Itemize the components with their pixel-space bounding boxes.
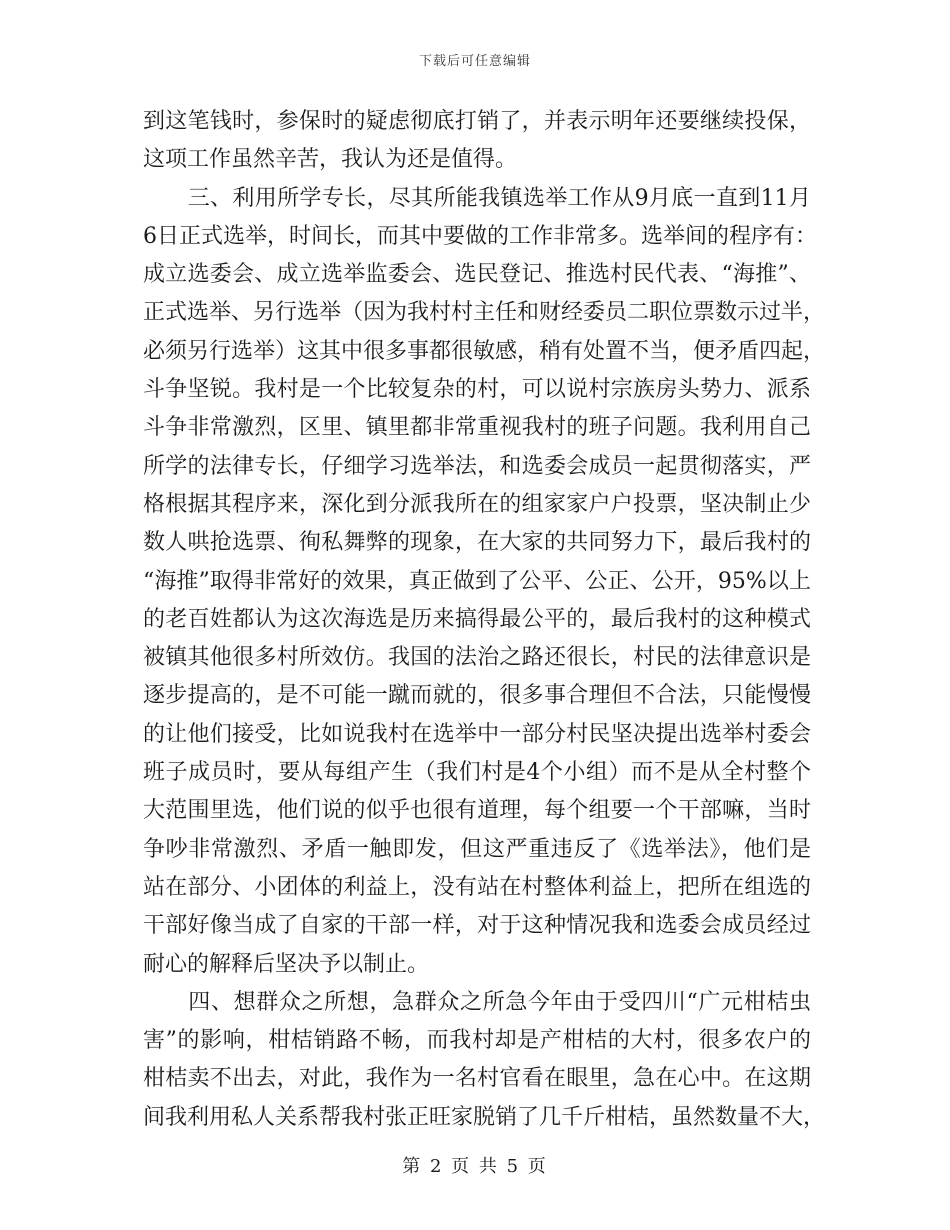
text-line: 斗争非常激烈，区里、镇里都非常重视我村的班子问题。我利用自己: [143, 415, 811, 441]
text-line: 逐步提高的，是不可能一蹴而就的，很多事合理但不合法，只能慢慢: [143, 683, 811, 709]
text-line: 斗争坚锐。我村是一个比较复杂的村，可以说村宗族房头势力、派系: [143, 377, 811, 403]
text-line: 柑桔卖不出去，对此，我作为一名村官看在眼里，急在心中。在这期: [143, 1066, 811, 1092]
text-line: 四、想群众之所想，急群众之所急今年由于受四川“广元柑桔虫: [143, 989, 811, 1015]
text-line: 站在部分、小团体的利益上，没有站在村整体利益上，把所在组选的: [143, 874, 811, 900]
text-line: 班子成员时，要从每组产生（我们村是4个小组）而不是从全村整个: [143, 760, 811, 786]
text-line: 的让他们接受，比如说我村在选举中一部分村民坚决提出选举村委会: [143, 721, 811, 747]
text-line: 成立选委会、成立选举监委会、选民登记、推选村民代表、“海推”、: [143, 262, 811, 288]
paragraph-1: [143, 103, 811, 180]
text-line: 干部好像当成了自家的干部一样，对于这种情况我和选委会成员经过: [143, 913, 811, 939]
body-text: [143, 103, 826, 1137]
text-line: 必须另行选举）这其中很多事都很敏感，稍有处置不当，便矛盾四起，: [143, 338, 826, 364]
text-line: 间我利用私人关系帮我村张正旺家脱销了几千斤柑桔，虽然数量不大，: [143, 1104, 826, 1130]
text-line: 三、利用所学专长，尽其所能我镇选举工作从9月底一直到11月: [143, 185, 811, 211]
text-line: 的老百姓都认为这次海选是历来搞得最公平的，最后我村的这种模式: [143, 606, 811, 632]
text-line: 争吵非常激烈、矛盾一触即发，但这严重违反了《选举法》，他们是: [143, 836, 811, 862]
text-line: 格根据其程序来，深化到分派我所在的组家家户户投票，坚决制止少: [143, 491, 811, 517]
text-line: 被镇其他很多村所效仿。我国的法治之路还很长，村民的法律意识是: [143, 645, 811, 671]
text-line: 这项工作虽然辛苦，我认为还是值得。: [143, 147, 518, 173]
page-footer: 第 2 页 共 5 页: [402, 1156, 548, 1177]
text-line: 到这笔钱时，参保时的疑虑彻底打销了，并表示明年还要继续投保，: [143, 109, 811, 134]
text-line: 害”的影响，柑桔销路不畅，而我村却是产柑桔的大村，很多农户的: [143, 1028, 811, 1054]
text-line: 数人哄抢选票、徇私舞弊的现象，在大家的共同努力下，最后我村的: [143, 530, 811, 556]
text-line: 大范围里选，他们说的似乎也很有道理，每个组要一个干部嘛，当时: [143, 798, 811, 824]
text-line: 6日正式选举，时间长，而其中要做的工作非常多。选举间的程序有：: [143, 223, 817, 249]
paragraph-3: [143, 984, 826, 1137]
page-header: 下载后可任意编辑: [418, 54, 531, 69]
paragraph-2: [143, 180, 826, 984]
text-line: 耐心的解释后坚决予以制止。: [143, 951, 430, 977]
text-line: 所学的法律专长，仔细学习选举法，和选委会成员一起贯彻落实，严: [143, 453, 811, 479]
text-line: 正式选举、另行选举（因为我村村主任和财经委员二职位票数示过半，: [143, 300, 826, 326]
text-line: “海推”取得非常好的效果，真正做到了公平、公正、公开，95%以上: [143, 568, 811, 594]
